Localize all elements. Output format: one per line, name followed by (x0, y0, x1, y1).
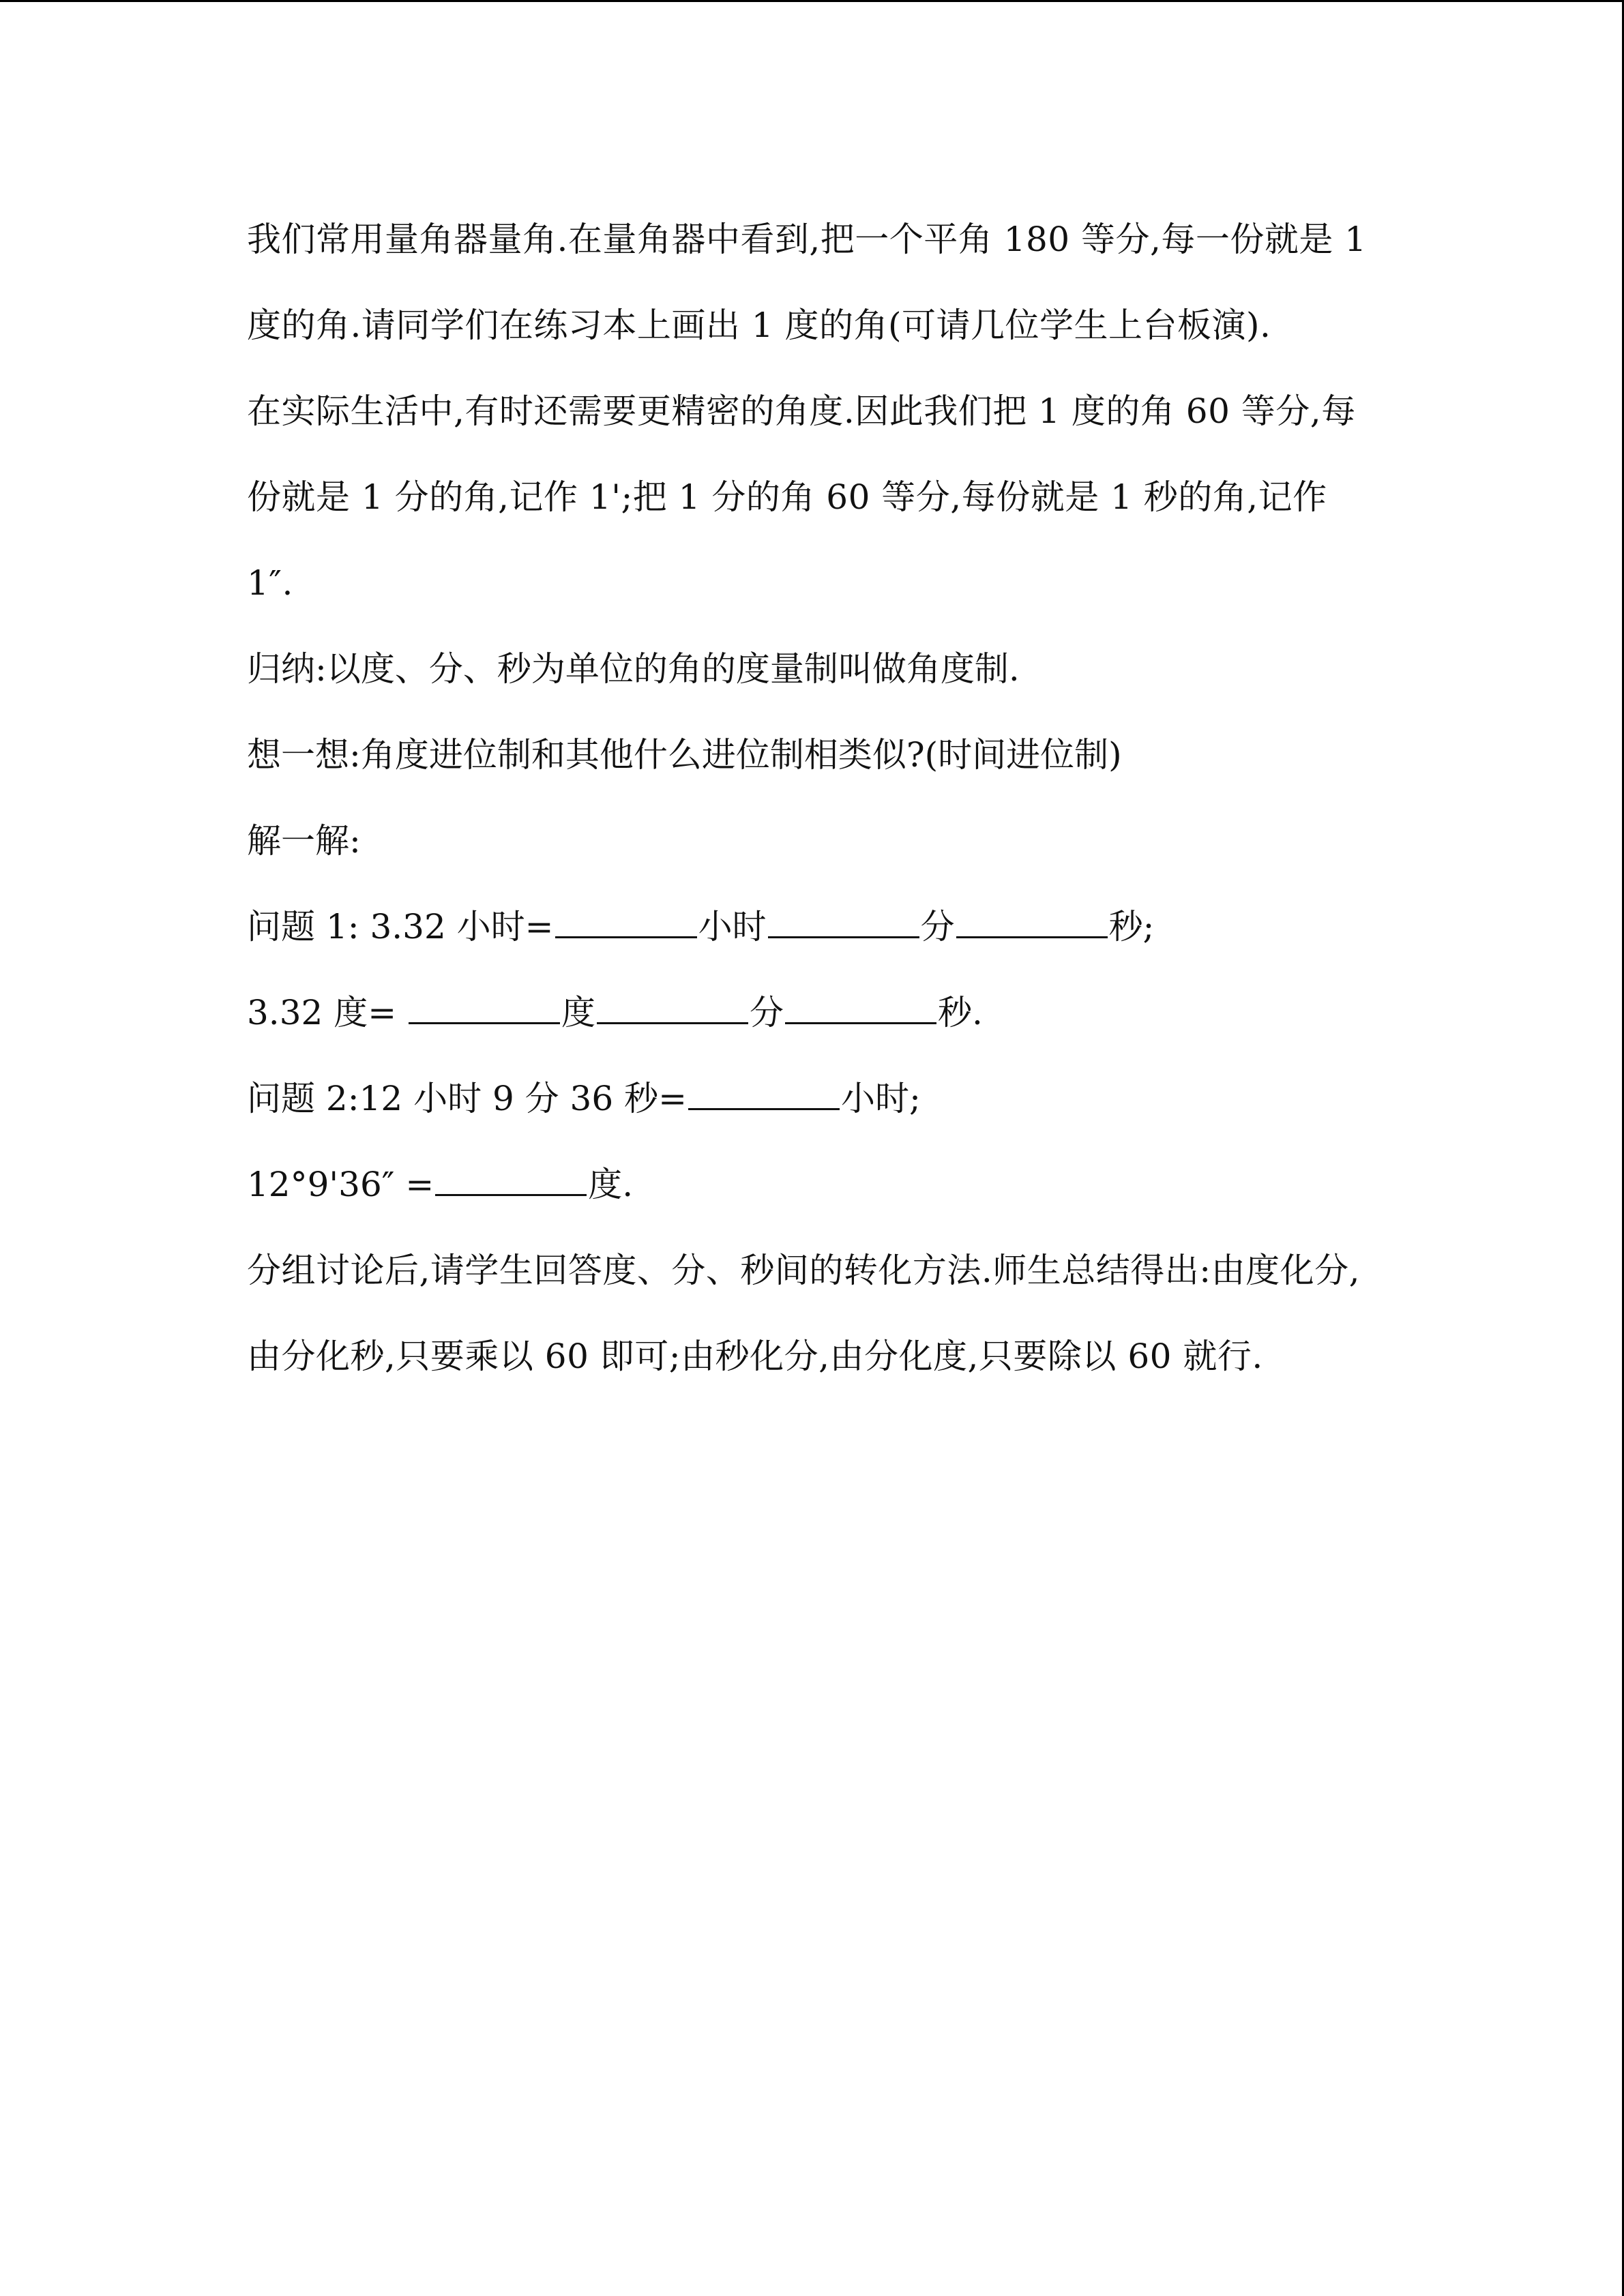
page-border-top (0, 0, 1624, 2)
unit-label: 度. (588, 1165, 634, 1204)
answer-blank[interactable] (435, 1164, 587, 1196)
paragraph-think: 想一想:角度进位制和其他什么进位制相类似?(时间进位制) (247, 735, 1122, 775)
answer-blank[interactable] (597, 992, 748, 1024)
answer-blank[interactable] (688, 1078, 840, 1110)
question-2b-prefix: 12°9'36″ = (247, 1165, 434, 1204)
paragraph-conversion-method: 分组讨论后,请学生回答度、分、秒间的转化方法.师生总结得出:由度化分,由分化秒,只要乘以 60 即可;由秒化分,由分化度,只要除以 60 就行. (247, 1251, 1361, 1376)
paragraph-summary: 归纳:以度、分、秒为单位的角的度量制叫做角度制. (247, 649, 1020, 689)
paragraph-solve-heading: 解一解: (247, 821, 361, 861)
paragraph-protractor: 我们常用量角器量角.在量角器中看到,把一个平角 180 等分,每一份就是 1 度的角.请同学们在练习本上画出 1 度的角(可请几位学生上台板演). (247, 220, 1367, 345)
unit-label: 小时; (840, 1079, 921, 1118)
paragraph-minutes-seconds: 在实际生活中,有时还需要更精密的角度.因此我们把 1 度的角 60 等分,每份就是 1 分的角,记作 1';把 1 分的角 60 等分,每份就是 1 秒的角,记作 1″. (247, 391, 1356, 603)
unit-label: 小时 (698, 907, 767, 946)
unit-label: 秒. (938, 993, 983, 1032)
answer-blank[interactable] (555, 906, 697, 938)
question-1b-prefix: 3.32 度= (247, 993, 408, 1032)
unit-label: 分 (920, 907, 955, 946)
answer-blank[interactable] (785, 992, 936, 1024)
unit-label: 分 (750, 993, 784, 1032)
question-2-prefix: 问题 2:12 小时 9 分 36 秒= (247, 1079, 687, 1118)
question-2-hours (247, 1056, 1379, 1142)
answer-blank[interactable] (956, 906, 1108, 938)
answer-blank[interactable] (768, 906, 919, 938)
document-body (247, 196, 1379, 1399)
answer-blank[interactable] (409, 992, 560, 1024)
question-1-prefix: 问题 1: 3.32 小时= (247, 907, 554, 946)
question-1-degrees (247, 970, 1379, 1056)
unit-label: 度 (561, 993, 596, 1032)
question-1-hours (247, 884, 1379, 970)
unit-label: 秒; (1108, 907, 1155, 946)
question-2-degrees (247, 1142, 1379, 1227)
